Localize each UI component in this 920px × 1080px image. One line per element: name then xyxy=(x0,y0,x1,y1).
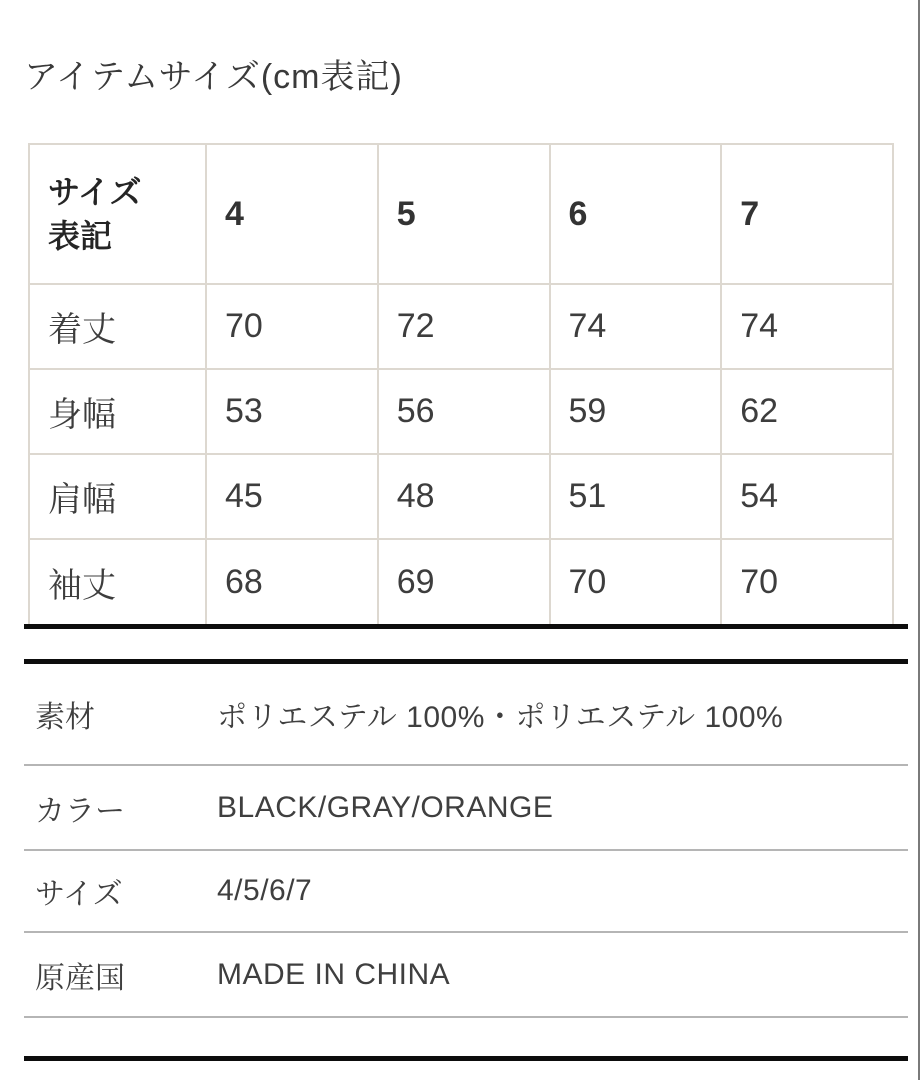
size-col-header-5: 5 xyxy=(378,144,550,284)
sleeve-size7: 70 xyxy=(721,539,893,624)
length-size7: 74 xyxy=(721,284,893,369)
table-row-shoulder xyxy=(29,454,893,539)
detail-row-origin xyxy=(24,933,908,1018)
size-notation-line1: サイズ xyxy=(48,174,142,210)
detail-label-origin: 原産国 xyxy=(35,961,125,995)
detail-label-size: サイズ xyxy=(35,878,123,911)
detail-value-origin: MADE IN CHINA xyxy=(217,957,451,991)
detail-label-color: カラー xyxy=(35,794,125,828)
shoulder-size7: 54 xyxy=(721,454,893,539)
length-size4: 70 xyxy=(206,284,378,369)
sleeve-size6: 70 xyxy=(550,539,722,624)
detail-value-color: BLACK/GRAY/ORANGE xyxy=(217,790,554,824)
width-size4: 53 xyxy=(206,369,378,454)
detail-row-color xyxy=(24,766,908,851)
table-row-sleeve xyxy=(29,539,893,624)
width-size6: 59 xyxy=(550,369,722,454)
size-col-header-4: 4 xyxy=(206,144,378,284)
measure-label-length: 着丈 xyxy=(29,284,206,369)
size-table-header-row xyxy=(29,144,893,284)
size-table xyxy=(28,143,894,624)
width-size7: 62 xyxy=(721,369,893,454)
table-row-width xyxy=(29,369,893,454)
table-bottom-rule xyxy=(24,624,908,629)
size-notation-line2: 表記 xyxy=(48,218,113,254)
detail-value-material: ポリエステル 100%・ポリエステル 100% xyxy=(217,701,784,734)
measure-label-width: 身幅 xyxy=(29,369,206,454)
detail-label-material: 素材 xyxy=(35,701,95,734)
section-title: アイテムサイズ(cm表記) xyxy=(24,58,403,96)
length-size6: 74 xyxy=(550,284,722,369)
section-bottom-rule xyxy=(24,1056,908,1061)
detail-row-material xyxy=(24,664,908,766)
width-size5: 56 xyxy=(378,369,550,454)
size-col-header-7: 7 xyxy=(721,144,893,284)
sleeve-size5: 69 xyxy=(378,539,550,624)
shoulder-size5: 48 xyxy=(378,454,550,539)
shoulder-size4: 45 xyxy=(206,454,378,539)
length-size5: 72 xyxy=(378,284,550,369)
measure-label-sleeve: 袖丈 xyxy=(29,539,206,624)
shoulder-size6: 51 xyxy=(550,454,722,539)
size-col-header-6: 6 xyxy=(550,144,722,284)
sleeve-size4: 68 xyxy=(206,539,378,624)
product-details-list xyxy=(24,664,908,1018)
measure-label-shoulder: 肩幅 xyxy=(29,454,206,539)
table-row-length xyxy=(29,284,893,369)
detail-row-size xyxy=(24,851,908,933)
detail-value-size: 4/5/6/7 xyxy=(217,874,313,907)
size-notation-header xyxy=(29,144,206,284)
